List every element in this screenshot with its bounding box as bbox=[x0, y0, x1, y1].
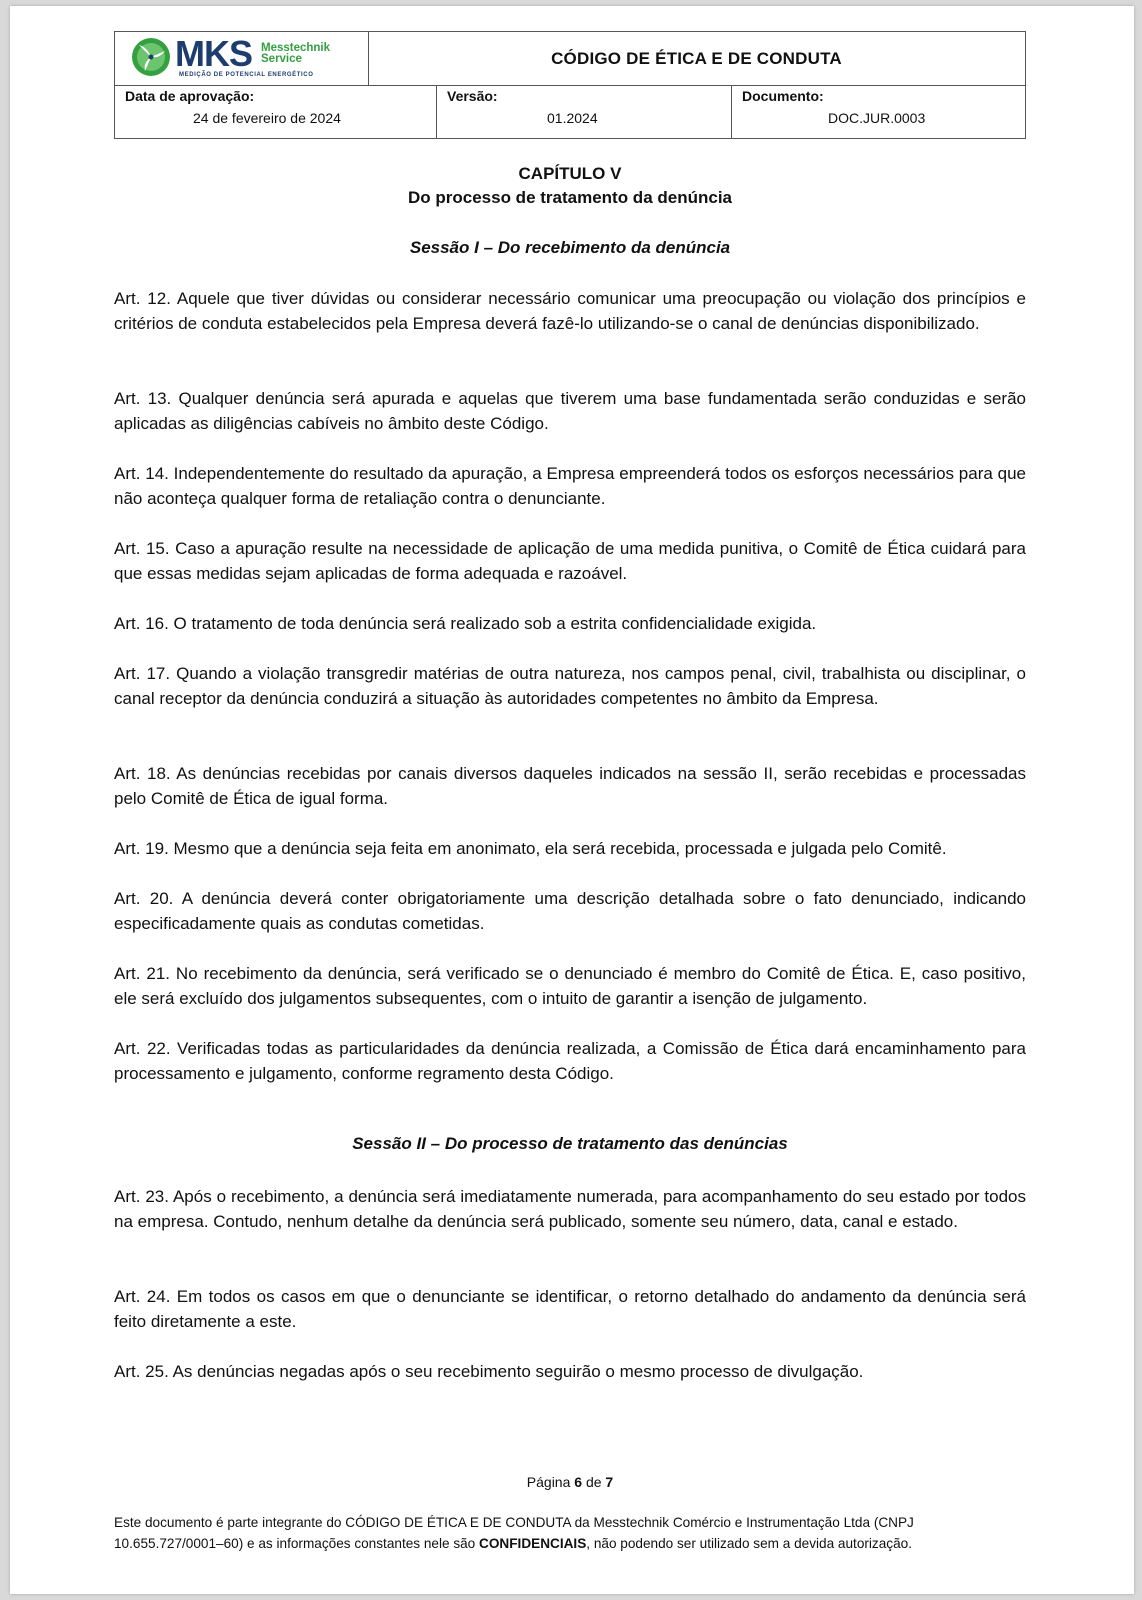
article-20: Art. 20. A denúncia deverá conter obrigatoriamente uma descrição detalhada sobre o fato denunciado, indicando especificadamente quais as condutas cometidas. bbox=[114, 889, 1026, 933]
version-value: 01.2024 bbox=[547, 110, 598, 126]
article-24: Art. 24. Em todos os casos em que o denunciante se identificar, o retorno detalhado do andamento da denúncia será feito diretamente a este. bbox=[114, 1287, 1026, 1331]
article-17: Art. 17. Quando a violação transgredir matérias de outra natureza, nos campos penal, civil, trabalhista ou disciplinar, o canal receptor da denúncia conduzirá a situação às autoridades competentes no âmbito da Empresa. bbox=[114, 664, 1026, 708]
document-title: CÓDIGO DE ÉTICA E DE CONDUTA bbox=[551, 48, 842, 68]
logo-subtitle-2: Service bbox=[261, 53, 302, 65]
document-code-value: DOC.JUR.0003 bbox=[828, 110, 926, 126]
article-19: Art. 19. Mesmo que a denúncia seja feita em anonimato, ela será recebida, processada e julgada pelo Comitê. bbox=[114, 839, 947, 858]
document-code-label: Documento: bbox=[742, 88, 824, 104]
article-25: Art. 25. As denúncias negadas após o seu recebimento seguirão o mesmo processo de divulgação. bbox=[114, 1362, 864, 1381]
page-number bbox=[114, 1474, 1026, 1490]
page-number-middle: de bbox=[582, 1474, 606, 1490]
article-15: Art. 15. Caso a apuração resulte na necessidade de aplicação de uma medida punitiva, o Comitê de Ética cuidará para que essas medidas sejam aplicadas de forma adequada e razoável. bbox=[114, 539, 1026, 583]
page-number-prefix: Página bbox=[526, 1474, 575, 1490]
article-23: Art. 23. Após o recebimento, a denúncia será imediatamente numerada, para acompanhamento do seu estado por todos na empresa. Contudo, nenhum detalhe da denúncia será publicado, somente seu número, data, canal e estado. bbox=[114, 1187, 1026, 1231]
document-header-table bbox=[114, 31, 1026, 139]
article-16: Art. 16. O tratamento de toda denúncia será realizado sob a estrita confidencialidade exigida. bbox=[114, 614, 817, 633]
logo-tagline: MEDIÇÃO DE POTENCIAL ENERGÉTICO bbox=[179, 72, 314, 78]
approval-date-value: 24 de fevereiro de 2024 bbox=[193, 110, 341, 126]
article-12: Art. 12. Aquele que tiver dúvidas ou considerar necessário comunicar uma preocupação ou violação dos princípios e critérios de conduta estabelecidos pela Empresa deverá fazê-lo utilizando-se o canal de denúncias disponibilizado. bbox=[114, 289, 1026, 333]
footer-text-1: Este documento é parte integrante do CÓDIGO DE ÉTICA E DE CONDUTA da Messtechnik Comércio e Instrumentação Ltda (CNPJ 10.655.727/0001–60) e as informações constantes nele são bbox=[114, 1515, 914, 1551]
company-logo bbox=[115, 32, 369, 85]
article-22: Art. 22. Verificadas todas as particularidades da denúncia realizada, a Comissão de Ética dará encaminhamento para processamento e julgamento, conforme regramento desta Código. bbox=[114, 1039, 1026, 1083]
article-18: Art. 18. As denúncias recebidas por canais diversos daqueles indicados na sessão II, serão recebidas e processadas pelo Comitê de Ética de igual forma. bbox=[114, 764, 1026, 808]
logo-subtitle-1: Messtechnik bbox=[261, 42, 331, 54]
article-13: Art. 13. Qualquer denúncia será apurada e aquelas que tiverem uma base fundamentada serão conduzidas e serão aplicadas as diligências cabíveis no âmbito deste Código. bbox=[114, 389, 1026, 433]
document-page bbox=[10, 6, 1134, 1594]
version-cell bbox=[437, 85, 732, 138]
approval-date-cell bbox=[115, 85, 437, 138]
footer-text-2: , não podendo ser utilizado sem a devida autorização. bbox=[586, 1536, 912, 1551]
version-label: Versão: bbox=[447, 88, 498, 104]
page-number-total: 7 bbox=[605, 1474, 614, 1490]
document-code-cell bbox=[732, 85, 1025, 138]
section-1-title: Sessão I – Do recebimento da denúncia bbox=[409, 238, 731, 257]
footer-confidential: CONFIDENCIAIS bbox=[479, 1536, 587, 1551]
approval-date-label: Data de aprovação: bbox=[125, 88, 255, 104]
page-number-current: 6 bbox=[574, 1474, 583, 1490]
chapter-title: Do processo de tratamento da denúncia bbox=[407, 188, 732, 207]
logo-brand: MKS bbox=[175, 33, 252, 74]
section-2-title: Sessão II – Do processo de tratamento das denúncias bbox=[352, 1134, 788, 1153]
article-14: Art. 14. Independentemente do resultado da apuração, a Empresa empreenderá todos os esforços necessários para que não aconteça qualquer forma de retaliação contra o denunciante. bbox=[114, 464, 1026, 508]
confidentiality-footer bbox=[114, 1512, 1026, 1554]
article-21: Art. 21. No recebimento da denúncia, será verificado se o denunciado é membro do Comitê de Ética. E, caso positivo, ele será excluído dos julgamentos subsequentes, com o intuito de garantir a isenção de julgamento. bbox=[114, 964, 1026, 1008]
logo-turbine-icon bbox=[129, 37, 173, 77]
chapter-number: CAPÍTULO V bbox=[518, 164, 622, 183]
